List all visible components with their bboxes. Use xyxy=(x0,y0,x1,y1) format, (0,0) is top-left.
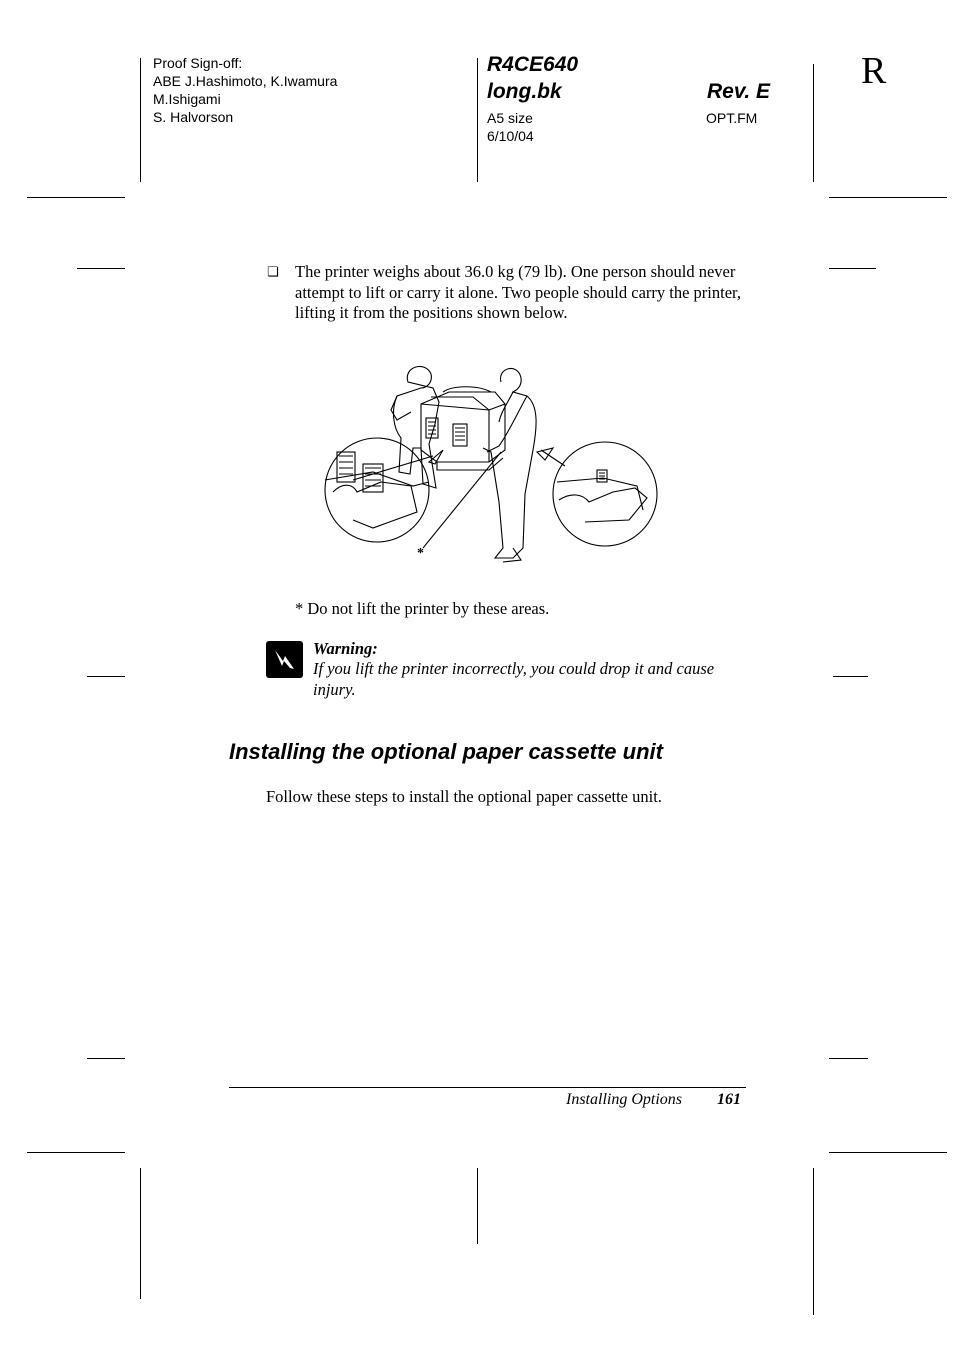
proof-signoff-line: M.Ishigami xyxy=(153,91,221,107)
footer-chapter: Installing Options xyxy=(566,1091,683,1108)
crop-mark xyxy=(813,64,814,182)
crop-mark xyxy=(140,58,141,182)
crop-mark xyxy=(813,1168,814,1315)
crop-mark xyxy=(833,676,868,677)
front-person xyxy=(483,368,536,558)
crop-mark xyxy=(87,1058,125,1059)
crop-mark xyxy=(27,1152,125,1153)
crop-mark xyxy=(829,268,876,269)
date: 6/10/04 xyxy=(487,128,534,144)
back-person xyxy=(394,366,439,488)
book-name: long.bk xyxy=(487,80,562,103)
footer-rule xyxy=(229,1087,746,1088)
warning-title: Warning: xyxy=(313,639,378,658)
bullet-marker: ❏ xyxy=(267,265,279,280)
illustration-asterisk: * xyxy=(417,546,424,561)
corner-letter: R xyxy=(861,50,887,92)
crop-mark xyxy=(87,676,125,677)
crop-mark xyxy=(477,1168,478,1244)
crop-mark xyxy=(829,1058,868,1059)
crop-mark xyxy=(27,197,125,198)
proof-signoff-line: Proof Sign-off: xyxy=(153,55,243,71)
footnote: * Do not lift the printer by these areas. xyxy=(295,599,550,618)
crop-mark xyxy=(77,268,125,269)
page-size: A5 size xyxy=(487,110,533,126)
revision: Rev. E xyxy=(707,80,771,103)
file-name: OPT.FM xyxy=(706,110,758,126)
crop-mark xyxy=(829,1152,947,1153)
crop-mark xyxy=(829,197,947,198)
bullet-paragraph: The printer weighs about 36.0 kg (79 lb). One person should never attempt to lift or carry it alone. Two people should carry the printer, lifting it from the positions shown below. xyxy=(295,262,741,322)
warning-icon xyxy=(266,641,303,678)
crop-mark xyxy=(140,1168,141,1299)
proof-signoff-line: S. Halvorson xyxy=(153,109,234,125)
doc-code: R4CE640 xyxy=(487,53,579,76)
crop-mark xyxy=(477,58,478,182)
section-heading: Installing the optional paper cassette unit xyxy=(229,739,663,764)
proof-signoff xyxy=(153,54,337,126)
proof-signoff-line: ABE J.Hashimoto, K.Iwamura xyxy=(153,73,338,89)
intro-paragraph: Follow these steps to install the optional paper cassette unit. xyxy=(266,787,662,806)
lifting-illustration xyxy=(313,352,660,568)
page-number: 161 xyxy=(717,1091,741,1108)
warning-text: If you lift the printer incorrectly, you could drop it and cause injury. xyxy=(313,659,715,699)
